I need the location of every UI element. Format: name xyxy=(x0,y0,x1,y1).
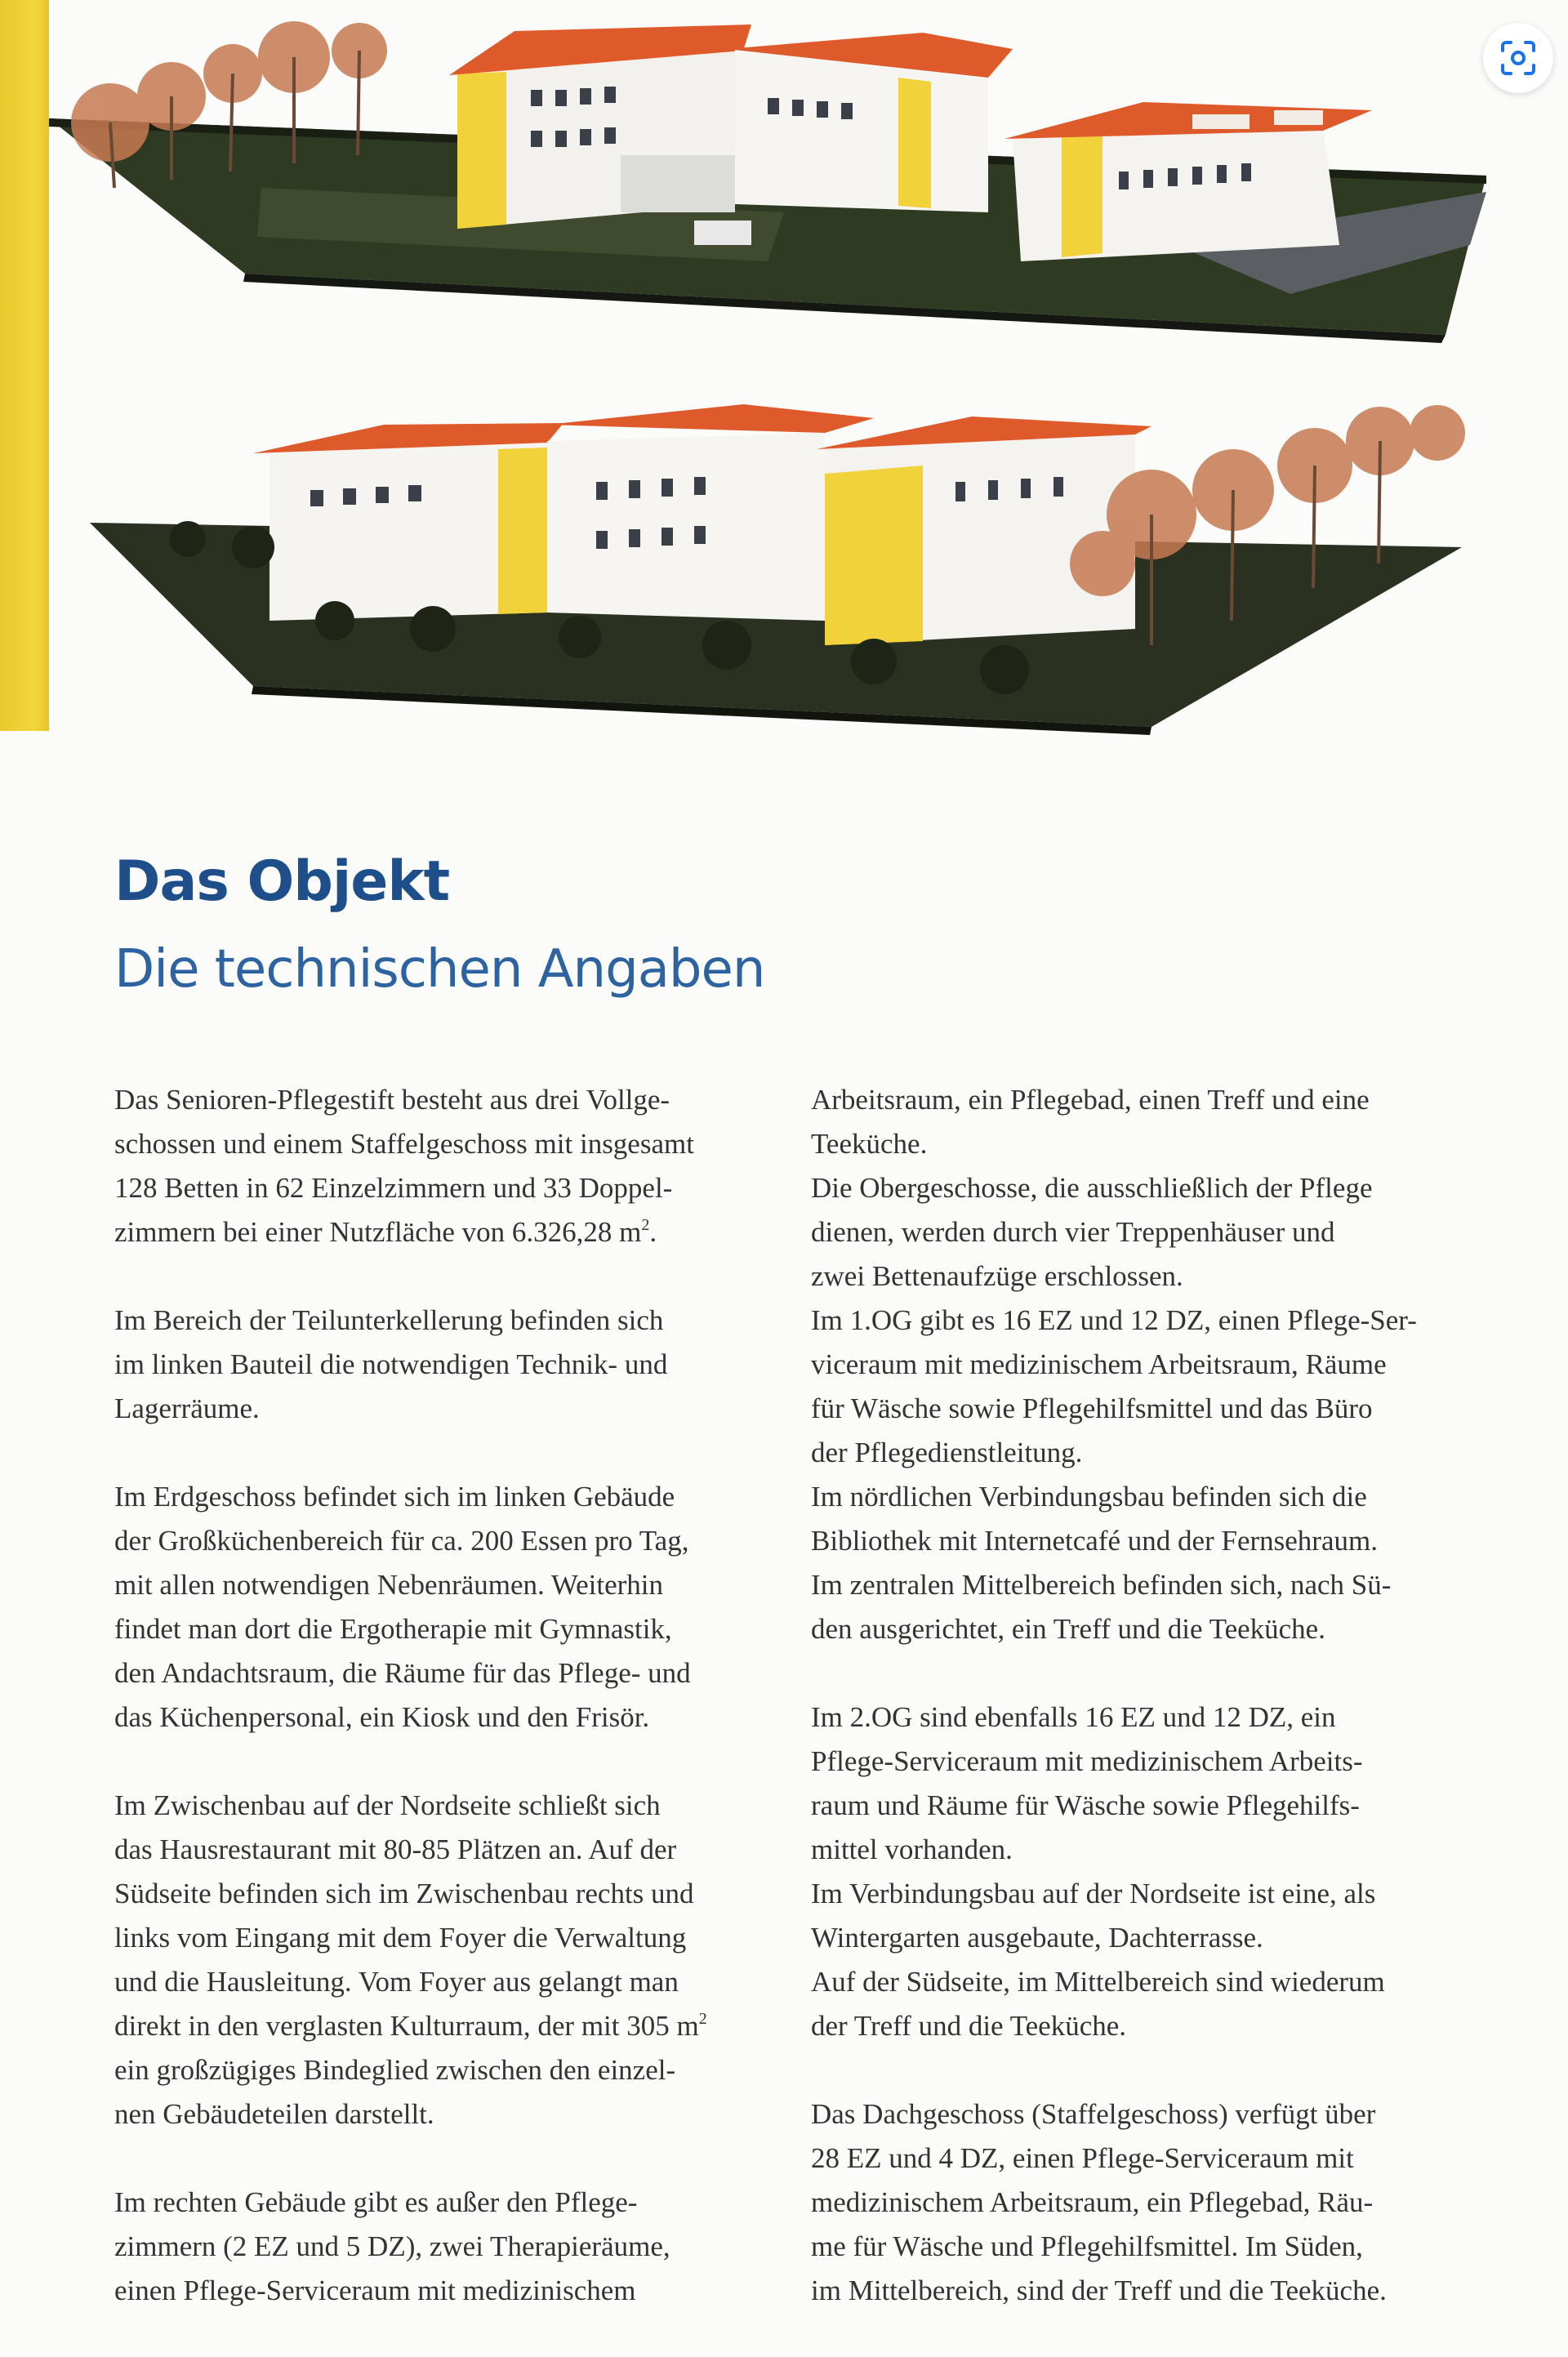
paragraph-basement: Im Bereich der Teilunterkellerung befinden sich im linken Bauteil die notwendigen Technik- und Lagerräume. xyxy=(114,1304,668,1424)
text-column-left xyxy=(114,1078,768,2357)
paragraph-overview: Das Senioren-Pflegestift besteht aus drei Vollge- schossen und einem Staffelgeschoss mit insgesamt 128 Betten in 62 Einzelzimmern und 33 Doppel- zimmern bei einer Nutzfläche von 6.326,28 $m^2$. xyxy=(114,1084,694,1248)
visual-search-icon xyxy=(1499,39,1537,77)
paragraph-right-building: Im rechten Gebäude gibt es außer den Pflege- zimmern (2 EZ und 5 DZ), zwei Therapieräume, einen Pflege-Serviceraum mit medizinischem xyxy=(114,2186,670,2306)
page-title: Das Objekt xyxy=(114,849,450,914)
page-subtitle: Die technischen Angaben xyxy=(114,939,765,1000)
paragraph-upper-floors: Arbeitsraum, ein Pflegebad, einen Treff und eine Teeküche. Die Obergeschosse, die ausschließlich der Pflege dienen, werden durch vier Treppenhäuser und zwei Bettenaufzüge erschlossen. Im 1.OG gibt es 16 EZ und 12 DZ, einen Pflege-Ser- viceraum mit medizinischem Arbeitsraum, Räume für Wäsche sowie Pflegehilfsmittel und das Büro der Pflegedienstleitung. Im nördlichen Verbindungsbau befinden sich die Bibliothek mit Internetcafé und der Fernsehraum. Im zentralen Mittelbereich befinden sich, nach Sü- den ausgerichtet, ein Treff und die Teeküche. xyxy=(811,1084,1417,1645)
building-model-image-top xyxy=(49,0,1519,343)
paragraph-second-floor: Im 2.OG sind ebenfalls 16 EZ und 12 DZ, ein Pflege-Serviceraum mit medizinischem Arbeits- raum und Räume für Wäsche sowie Pflegehilfs- mittel vorhanden. Im Verbindungsbau auf der Nordseite ist eine, als Wintergarten ausgebaute, Dachterrasse. Auf der Südseite, im Mittelbereich sind wiederum der Treff und die Teeküche. xyxy=(811,1701,1385,2042)
paragraph-intermediate-building: Im Zwischenbau auf der Nordseite schließt sich das Hausrestaurant mit 80-85 Plätzen an. Auf der Südseite befinden sich im Zwischenbau rechts und links vom Eingang mit dem Foyer die Verwaltung und die Hausleitung. Vom Foyer aus gelangt man direkt in den verglasten Kulturraum, der mit 305 $m^2$ ein großzügiges Bindeglied zwischen den einzel- nen Gebäudeteilen darstellt. xyxy=(114,1789,707,2130)
building-model-image-bottom xyxy=(90,376,1494,735)
text-column-right xyxy=(811,1078,1464,2313)
paragraph-attic-floor: Das Dachgeschoss (Staffelgeschoss) verfügt über 28 EZ und 4 DZ, einen Pflege-Serviceraum mit medizinischem Arbeitsraum, ein Pflegebad, Räu- me für Wäsche und Pflegehilfsmittel. Im Süden, im Mittelbereich, sind der Treff und die Teeküche. xyxy=(811,2098,1387,2306)
visual-search-button[interactable] xyxy=(1483,23,1553,93)
paragraph-ground-floor: Im Erdgeschoss befindet sich im linken Gebäude der Großküchenbereich für ca. 200 Essen pro Tag, mit allen notwendigen Nebenräumen. Weiterhin findet man dort die Ergotherapie mit Gymnastik, den Andachtsraum, die Räume für das Pflege- und das Küchenpersonal, ein Kiosk und den Frisör. xyxy=(114,1481,691,1733)
yellow-accent-bar xyxy=(0,0,49,731)
